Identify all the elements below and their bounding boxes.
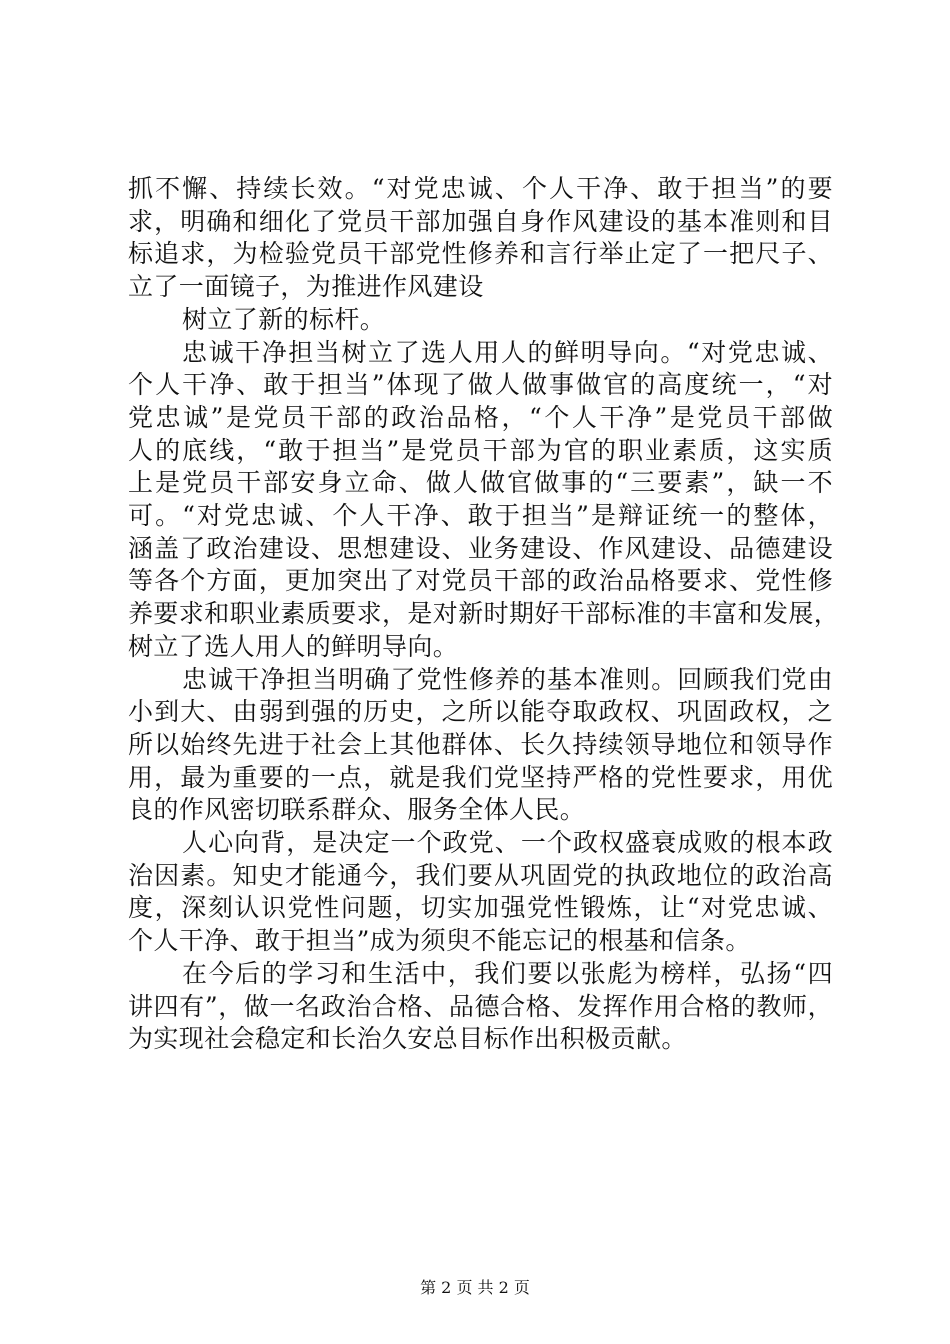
text-line: 忠诚干净担当明确了党性修养的基本准则。回顾我们党由	[182, 664, 833, 694]
text-line: 所以始终先进于社会上其他群体、长久持续领导地位和领导作	[128, 729, 833, 759]
text-line: 个人干净、敢于担当”成为须臾不能忘记的根基和信条。	[128, 926, 751, 956]
text-line: 人心向背，是决定一个政党、一个政权盛衰成败的根本政	[182, 828, 833, 858]
text-line: 求，明确和细化了党员干部加强自身作风建设的基本准则和目	[128, 206, 833, 236]
text-line: 度，深刻认识党性问题，切实加强党性锻炼，让“对党忠诚、	[128, 893, 833, 923]
document-body	[128, 173, 840, 1056]
page-footer	[0, 1275, 950, 1298]
text-line: 人的底线，“敢于担当”是党员干部为官的职业素质，这实质	[128, 435, 833, 465]
text-line: 党忠诚”是党员干部的政治品格，“个人干净”是党员干部做	[128, 402, 833, 432]
text-line: 良的作风密切联系群众、服务全体人民。	[128, 795, 586, 825]
text-line: 抓不懈、持续长效。“对党忠诚、个人干净、敢于担当”的要	[128, 174, 833, 203]
text-line: 小到大、由弱到强的历史，之所以能夺取政权、巩固政权，之	[128, 697, 833, 727]
text-line: 养要求和职业素质要求，是对新时期好干部标准的丰富和发展，	[128, 599, 840, 629]
text-line: 讲四有”，做一名政治合格、品德合格、发挥作用合格的教师，	[128, 991, 833, 1021]
text-line: 上是党员干部安身立命、做人做官做事的“三要素”，缺一不	[128, 468, 833, 498]
text-line: 治因素。知史才能通今，我们要从巩固党的执政地位的政治高	[128, 860, 833, 890]
text-line: 标追求，为检验党员干部党性修养和言行举止定了一把尺子、	[128, 239, 833, 269]
text-line: 在今后的学习和生活中，我们要以张彪为榜样，弘扬“四	[182, 958, 833, 988]
page-number: 第 2 页 共 2 页	[420, 1278, 530, 1297]
text-line: 树立了新的标杆。	[182, 304, 386, 334]
text-line: 等各个方面，更加突出了对党员干部的政治品格要求、党性修	[128, 566, 833, 596]
text-line: 忠诚干净担当树立了选人用人的鲜明导向。“对党忠诚、	[182, 337, 833, 367]
text-line: 涵盖了政治建设、思想建设、业务建设、作风建设、品德建设	[128, 533, 833, 563]
text-line: 个人干净、敢于担当”体现了做人做事做官的高度统一，“对	[128, 370, 833, 400]
text-line: 可。“对党忠诚、个人干净、敢于担当”是辩证统一的整体，	[128, 501, 833, 531]
text-line: 用，最为重要的一点，就是我们党坚持严格的党性要求，用优	[128, 762, 833, 792]
text-line: 立了一面镜子，为推进作风建设	[128, 272, 484, 302]
text-line: 为实现社会稳定和长治久安总目标作出积极贡献。	[128, 1024, 687, 1054]
text-line: 树立了选人用人的鲜明导向。	[128, 631, 459, 661]
